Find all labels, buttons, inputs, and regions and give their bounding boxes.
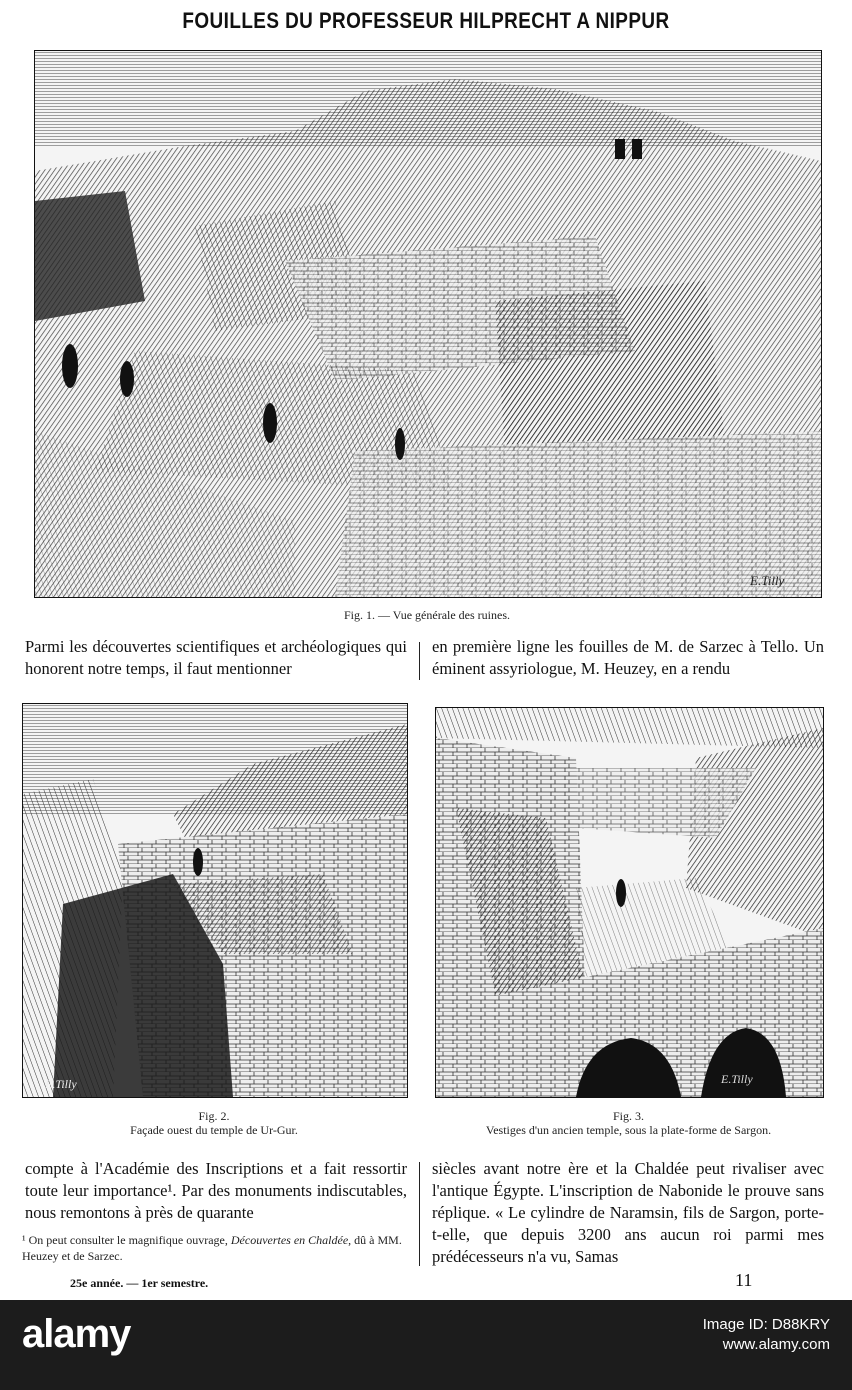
text-block-2-right (432, 1158, 824, 1268)
column-divider (419, 642, 420, 680)
figure-1-engraving (34, 50, 822, 598)
figure-2-caption-text: Façade ouest du temple de Ur-Gur. (130, 1123, 298, 1137)
page-number: 11 (735, 1270, 753, 1290)
footnote-book-title: Découvertes en Chaldée (230, 1233, 349, 1247)
column-divider (419, 1162, 420, 1266)
figure-1-caption: Fig. 1. — Vue générale des ruines. (343, 608, 511, 622)
figure-3-engraving (435, 707, 824, 1098)
figure-1-signature: E.Tilly (750, 573, 785, 588)
alamy-logo[interactable] (22, 1312, 130, 1357)
text-block-2-left (25, 1158, 407, 1224)
figure-2-number: Fig. 2. (198, 1109, 230, 1123)
paragraph: Parmi les découvertes scientifiques et archéologiques qui honorent notre temps, il faut mentionner (25, 637, 407, 678)
logo-text: alamy (22, 1312, 131, 1356)
figure-3-number: Fig. 3. (612, 1109, 644, 1123)
paragraph: en première ligne les fouilles de M. de Sarzec à Tello. Un éminent assyriologue, M. Heuzey, en a rendu (432, 637, 824, 678)
site-url[interactable]: www.alamy.com (722, 1336, 830, 1353)
page-title: FOUILLES DU PROFESSEUR HILPRECHT A NIPPUR (182, 8, 670, 33)
edition-label: 25e année. — 1er semestre. (70, 1276, 209, 1290)
paragraph: compte à l'Académie des Inscriptions et a fait ressortir toute leur importance¹. Par des monuments indiscutables, nous remontons à près de quarante (25, 1159, 407, 1222)
figure-3-caption-text: Vestiges d'un ancien temple, sous la plate-forme de Sargon. (485, 1123, 772, 1137)
image-id: Image ID: D88KRY (702, 1316, 830, 1333)
footnote-rest: , dû à MM. Heuzey et de Sarzec. (22, 1233, 402, 1263)
figure-2-engraving (22, 703, 408, 1098)
footnote-lead: ¹ On peut consulter le magnifique ouvrage, (22, 1233, 231, 1247)
banner-id-block (703, 1315, 830, 1355)
figure-3-caption (435, 1109, 822, 1137)
footnote (22, 1232, 412, 1264)
figure-2-signature: E.Tilly (45, 1077, 77, 1091)
text-block-1-right (432, 636, 824, 680)
paragraph: siècles avant notre ère et la Chaldée peut rivaliser avec l'antique Égypte. L'inscription de Nabonide le prouve sans réplique. « Le cylindre de Naramsin, fils de Sargon, porte-t-elle, que depuis 3200 ans aucun roi parmi mes prédécesseurs n'a vu, Samas (432, 1159, 824, 1266)
figure-2-caption (22, 1109, 406, 1137)
figure-3-signature: E.Tilly (721, 1072, 753, 1086)
text-block-1-left (25, 636, 407, 680)
